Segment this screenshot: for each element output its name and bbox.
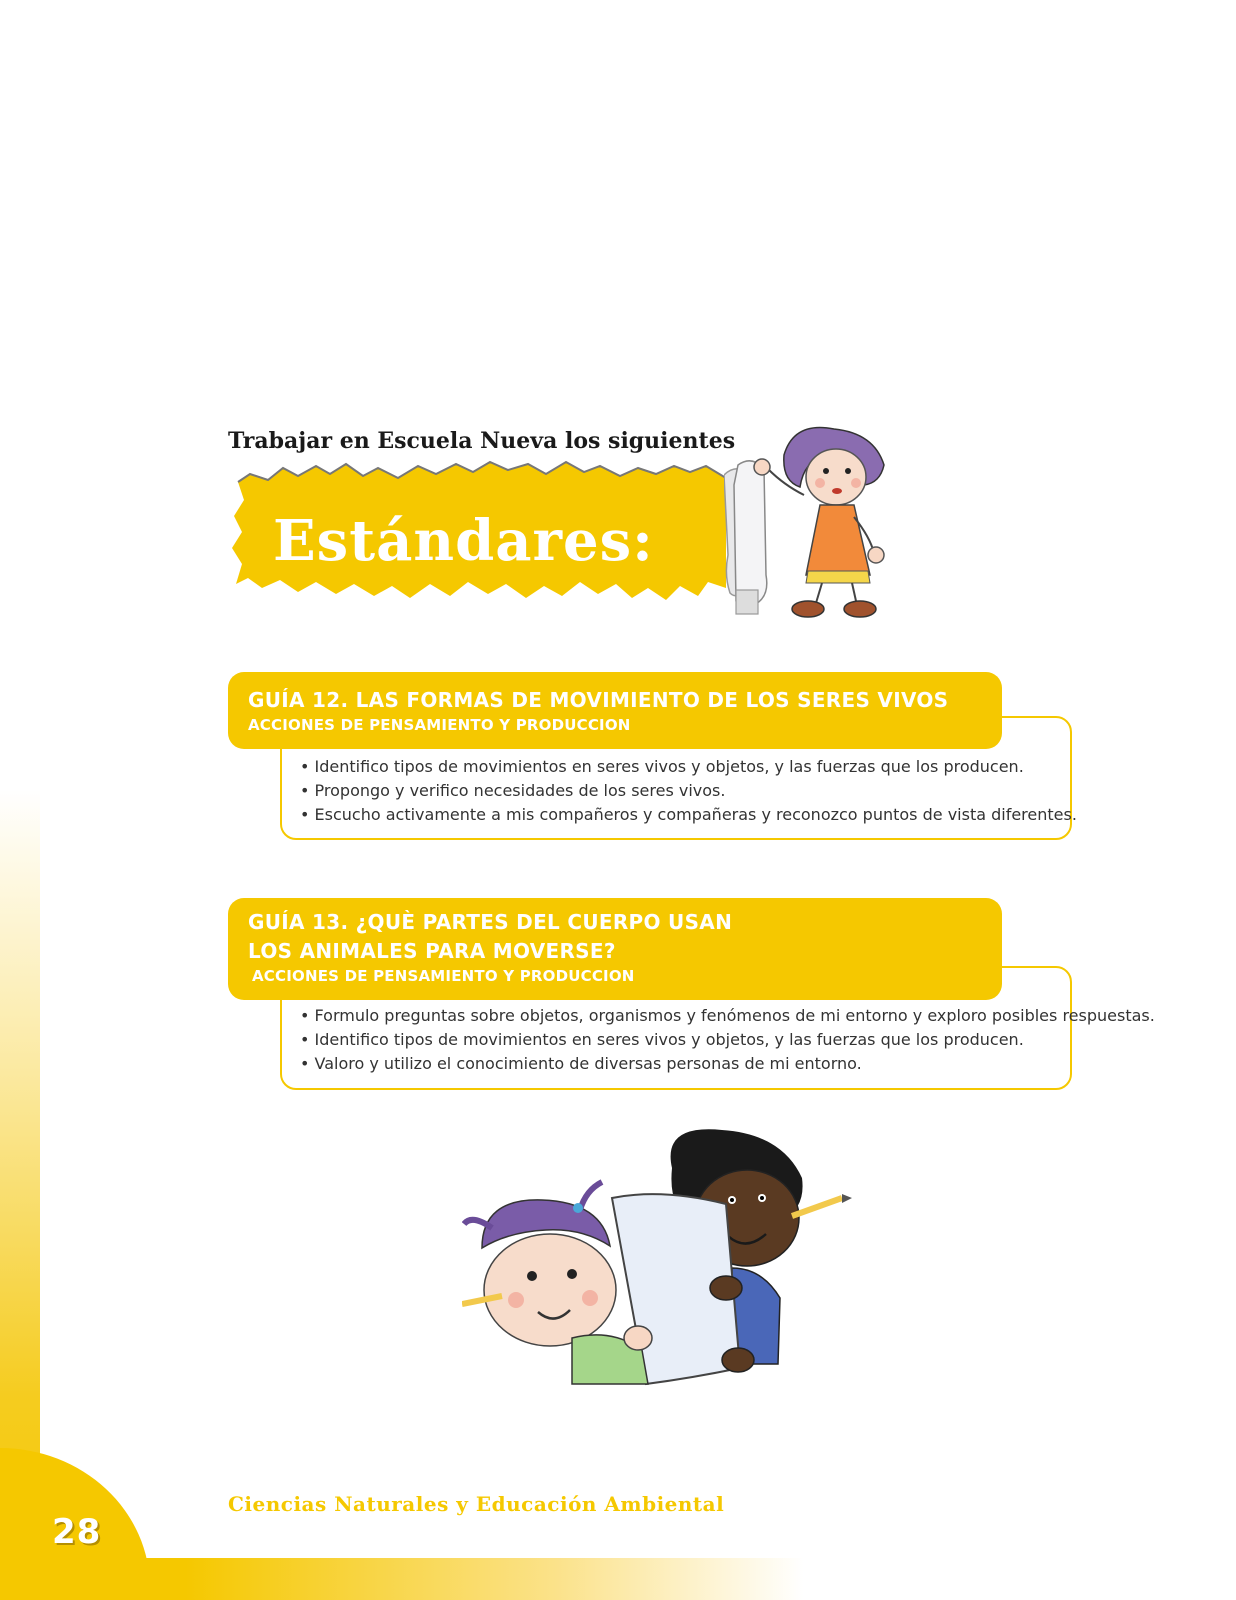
page-number: 28 (52, 1512, 102, 1552)
footer-subject: Ciencias Naturales y Educación Ambiental (228, 1492, 725, 1516)
guide-13-list (300, 1004, 1155, 1076)
guide-13-header (228, 898, 1002, 1000)
guide-12-title: GUÍA 12. LAS FORMAS DE MOVIMIENTO DE LOS SERES VIVOS (248, 688, 949, 712)
guide-12-header (228, 672, 1002, 749)
guide-13-title-line-2: LOS ANIMALES PARA MOVERSE? (248, 939, 616, 963)
banner-title: Estándares: (273, 508, 654, 574)
guide-12-subtitle: ACCIONES DE PENSAMIENTO Y PRODUCCION (248, 716, 631, 734)
list-item: • Valoro y utilizo el conocimiento de diversas personas de mi entorno. (300, 1052, 1155, 1076)
bottom-gradient-strip (0, 1558, 1236, 1600)
list-item: • Identifico tipos de movimientos en seres vivos y objetos, y las fuerzas que los producen. (300, 1028, 1155, 1052)
guide-13-title-line-1: GUÍA 13. ¿QUÈ PARTES DEL CUERPO USAN (248, 910, 733, 934)
intro-line: Trabajar en Escuela Nueva los siguientes (228, 428, 736, 454)
guide-12-list (300, 755, 1077, 827)
list-item: • Escucho activamente a mis compañeros y compañeras y reconozco puntos de vista diferentes. (300, 803, 1077, 827)
girl-holding-scroll-illustration (724, 425, 894, 625)
list-item: • Formulo preguntas sobre objetos, organismos y fenómenos de mi entorno y exploro posibles respuestas. (300, 1004, 1155, 1028)
list-item: • Identifico tipos de movimientos en seres vivos y objetos, y las fuerzas que los producen. (300, 755, 1077, 779)
list-item: • Propongo y verifico necesidades de los seres vivos. (300, 779, 1077, 803)
kids-holding-paper-illustration (462, 1128, 852, 1388)
guide-13-subtitle: ACCIONES DE PENSAMIENTO Y PRODUCCION (252, 967, 635, 985)
